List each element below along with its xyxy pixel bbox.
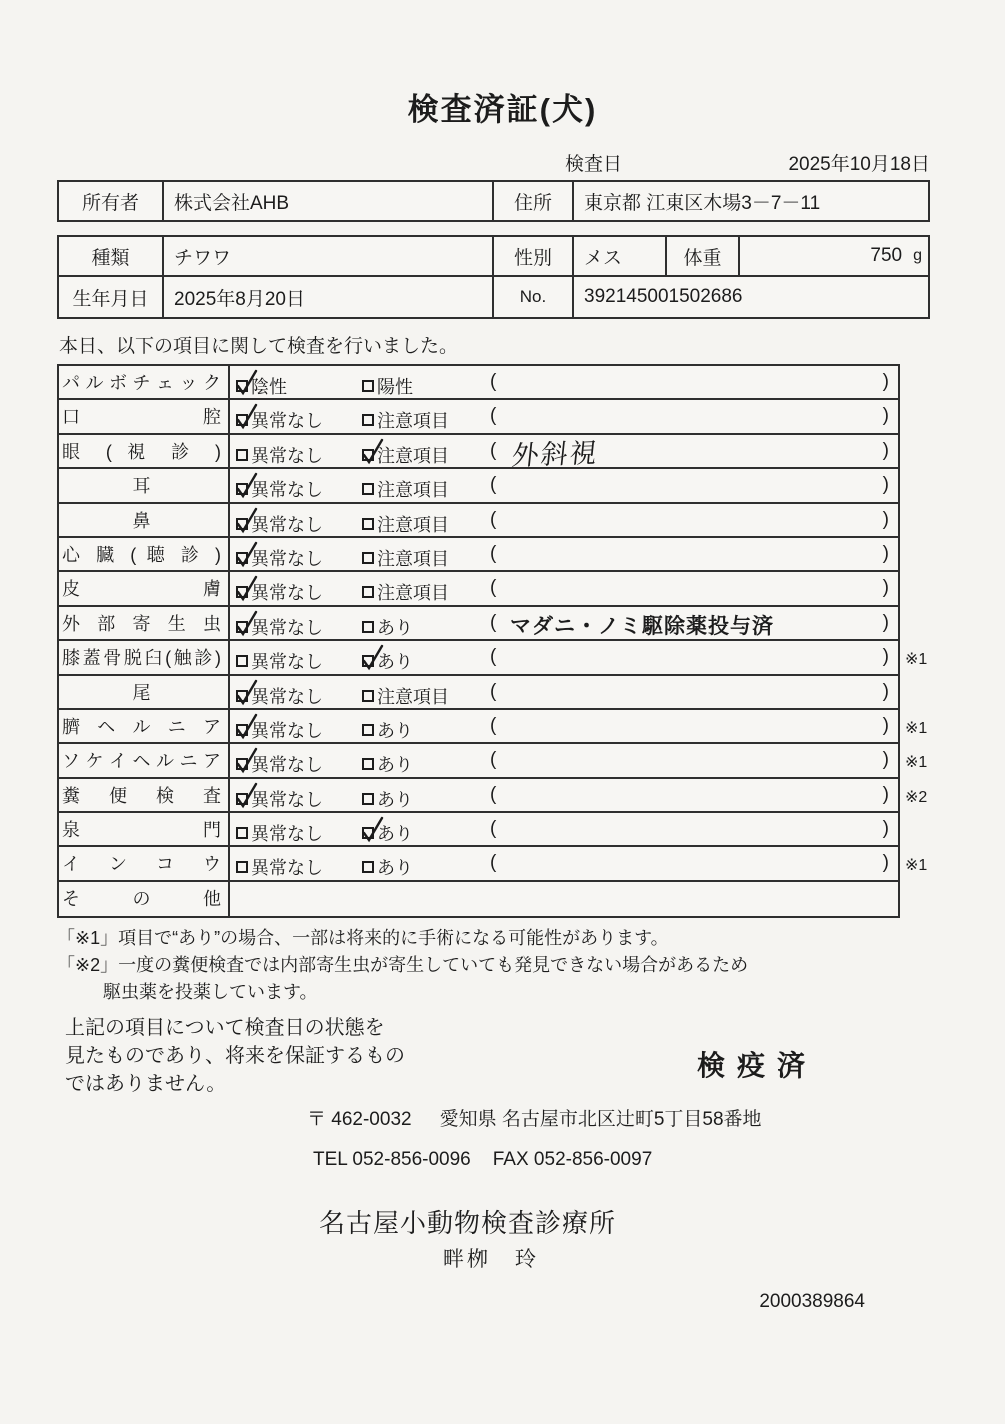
row-label: 心 臓 ( 聴 診 ) <box>59 538 230 570</box>
option-2 <box>362 476 449 502</box>
paren-open: ( <box>490 508 497 530</box>
row-label: 皮 膚 <box>59 572 230 604</box>
paren-close: ) <box>882 405 889 427</box>
sex-value: メス <box>574 237 667 275</box>
checkbox-checked <box>236 483 248 495</box>
paren-open: ( <box>490 852 497 874</box>
option-1 <box>236 648 323 674</box>
option-1-label: 陰性 <box>251 377 287 397</box>
option-2 <box>362 579 449 605</box>
option-2 <box>362 407 449 433</box>
option-1 <box>236 820 323 846</box>
pet-row-1 <box>59 237 928 277</box>
footnote-2: 「※2」一度の糞便検査では内部寄生虫が寄生していても発見できない場合があるため <box>57 955 749 976</box>
row-content <box>230 779 898 811</box>
checkbox-checked <box>236 793 248 805</box>
option-2 <box>362 751 413 777</box>
weight-number: 750 <box>870 245 903 266</box>
check-mark-icon <box>234 746 260 776</box>
row-note: ※1 <box>905 719 928 737</box>
checkbox-checked <box>362 655 374 667</box>
table-row <box>59 676 898 710</box>
disclaimer-line-3: ではありません。 <box>65 1073 227 1096</box>
row-content <box>230 538 898 570</box>
paren-open: ( <box>490 405 497 427</box>
checkbox-checked <box>362 827 374 839</box>
paren-open: ( <box>490 783 497 805</box>
row-note: ※1 <box>905 754 928 772</box>
birthdate-label: 生年月日 <box>59 277 164 317</box>
row-content <box>230 469 898 501</box>
row-content <box>230 400 898 432</box>
table-row <box>59 435 898 469</box>
weight-label: 体重 <box>667 237 740 275</box>
checkbox-checked <box>236 621 248 633</box>
paren-close: ) <box>882 646 889 668</box>
option-2-label: あり <box>377 789 413 810</box>
paren-open: ( <box>490 749 497 771</box>
table-row <box>59 779 928 813</box>
number-value: 392145001502686 <box>584 286 743 307</box>
paren-open: ( <box>490 542 497 564</box>
table-row <box>59 538 898 572</box>
option-2-label: あり <box>377 652 413 673</box>
option-1 <box>236 751 323 777</box>
option-1 <box>236 786 323 812</box>
table-row <box>59 744 928 778</box>
option-1-label: 異常なし <box>251 755 323 776</box>
footnote-2b: 駆虫薬を投薬しています。 <box>103 982 318 1003</box>
footnotes <box>57 925 930 1006</box>
paren-open: ( <box>490 474 497 496</box>
option-1 <box>236 854 323 880</box>
address-label: 住所 <box>494 182 574 220</box>
option-1 <box>236 614 323 640</box>
row-label: 外 部 寄 生 虫 <box>59 607 230 639</box>
option-2 <box>362 373 413 399</box>
row-note: ※1 <box>905 651 928 669</box>
postal-code: 〒 462-0032 <box>307 1109 412 1131</box>
row-label: 口 腔 <box>59 400 230 432</box>
option-1 <box>236 717 323 743</box>
option-1-label: 異常なし <box>251 480 323 501</box>
row-note: ※1 <box>905 857 928 875</box>
paren-close: ) <box>882 371 889 392</box>
row-content <box>230 435 898 471</box>
table-row <box>59 400 898 434</box>
option-2 <box>362 820 413 846</box>
option-1 <box>236 511 323 537</box>
row-label: そ の 他 <box>59 882 230 916</box>
check-mark-icon <box>234 540 260 570</box>
check-mark-icon <box>234 781 260 811</box>
inspection-table <box>57 364 928 918</box>
paren-open: ( <box>490 680 497 702</box>
row-label: 糞 便 検 査 <box>59 779 230 811</box>
row-content <box>230 882 898 916</box>
row-label: 鼻 <box>59 504 230 536</box>
examiner-name: 畔栁 玲 <box>443 1248 539 1272</box>
row-content <box>230 847 898 879</box>
check-mark-icon <box>360 643 386 673</box>
paren-close: ) <box>882 577 889 599</box>
checkbox-unchecked <box>362 621 374 633</box>
checkbox-unchecked <box>362 518 374 530</box>
owner-label: 所有者 <box>59 182 164 220</box>
phone-line <box>313 1149 930 1171</box>
option-1 <box>236 407 323 433</box>
sex-label: 性別 <box>494 237 574 275</box>
table-row <box>59 572 898 606</box>
footnote-1: 「※1」項目で“あり”の場合、一部は将来的に手術になる可能性があります。 <box>57 928 669 949</box>
check-mark-icon <box>234 402 260 432</box>
paren-close: ) <box>882 542 889 564</box>
checkbox-unchecked <box>236 449 248 461</box>
option-2 <box>362 683 449 709</box>
paren-close: ) <box>882 852 889 874</box>
inspection-date-label: 検査日 <box>565 154 623 175</box>
option-1-label: 異常なし <box>251 824 323 845</box>
paren-close: ) <box>882 680 889 702</box>
option-1-label: 異常なし <box>251 583 323 604</box>
page-title: 検査済証(犬) <box>407 92 598 127</box>
table-row <box>59 504 898 538</box>
checkbox-unchecked <box>236 827 248 839</box>
disclaimer-line-1: 上記の項目について検査日の状態を <box>65 1017 385 1040</box>
option-1-label: 異常なし <box>251 548 323 569</box>
table-row <box>59 607 898 641</box>
address-value: 東京都 江東区木場3－7－11 <box>584 192 821 214</box>
check-mark-icon <box>234 574 260 604</box>
checkbox-unchecked <box>236 861 248 873</box>
option-2-label: 注意項目 <box>377 514 449 535</box>
disclaimer-line-2: 見たものであり、将来を保証するもの <box>65 1045 405 1068</box>
option-1-label: 異常なし <box>251 858 323 879</box>
check-mark-icon <box>234 471 260 501</box>
row-label: 耳 <box>59 469 230 501</box>
serial-number: 2000389864 <box>759 1291 865 1313</box>
option-1 <box>236 683 323 709</box>
row-label: パ ル ボ チ ェ ッ ク <box>59 366 230 398</box>
checkbox-unchecked <box>362 552 374 564</box>
option-2-label: 注意項目 <box>377 445 449 466</box>
checkbox-unchecked <box>362 758 374 770</box>
checkbox-unchecked <box>362 414 374 426</box>
option-2-label: 注意項目 <box>377 548 449 569</box>
row-note: ※2 <box>905 788 928 806</box>
tel-number: TEL 052-856-0096 <box>313 1149 471 1171</box>
option-2-label: あり <box>377 617 413 638</box>
intro-text: 本日、以下の項目に関して検査を行いました。 <box>59 336 459 357</box>
table-row <box>59 710 928 744</box>
option-1-label: 異常なし <box>251 445 323 466</box>
option-2-label: あり <box>377 755 413 776</box>
option-1-label: 異常なし <box>251 617 323 638</box>
row-label: 尾 <box>59 676 230 708</box>
pet-row-2 <box>59 277 928 317</box>
weight-value <box>740 237 928 275</box>
footer <box>57 1014 930 1313</box>
option-1-label: 異常なし <box>251 686 323 707</box>
option-2 <box>362 786 413 812</box>
checkbox-checked <box>236 552 248 564</box>
table-row <box>59 882 898 916</box>
paren-open: ( <box>490 611 497 633</box>
option-2 <box>362 648 413 674</box>
table-row <box>59 847 928 881</box>
option-2-label: 陽性 <box>377 377 413 397</box>
owner-value: 株式会社AHB <box>164 182 494 220</box>
row-content <box>230 607 898 639</box>
row-content <box>230 366 898 398</box>
checkbox-unchecked <box>362 793 374 805</box>
inspection-date-row <box>57 149 930 175</box>
option-2 <box>362 614 413 640</box>
checkbox-checked <box>236 380 248 392</box>
checkbox-unchecked <box>362 586 374 598</box>
checkbox-checked <box>236 518 248 530</box>
paren-open: ( <box>490 371 497 392</box>
check-mark-icon <box>234 506 260 536</box>
number-label: No. <box>494 277 574 317</box>
checkbox-unchecked <box>362 861 374 873</box>
row-label: 膝蓋骨脱臼(触診) <box>59 641 230 673</box>
pet-table <box>57 235 930 319</box>
checkbox-unchecked <box>362 724 374 736</box>
paren-open: ( <box>490 439 497 461</box>
inspection-date-value: 2025年10月18日 <box>788 154 930 175</box>
option-2-label: 注意項目 <box>377 411 449 432</box>
option-1 <box>236 373 287 399</box>
option-2-label: 注意項目 <box>377 583 449 604</box>
option-1-label: 異常なし <box>251 789 323 810</box>
option-2-label: あり <box>377 858 413 879</box>
checkbox-unchecked <box>362 483 374 495</box>
option-2-label: あり <box>377 720 413 741</box>
row-label: 泉 門 <box>59 813 230 845</box>
checkbox-checked <box>236 586 248 598</box>
option-1-label: 異常なし <box>251 720 323 741</box>
row-content <box>230 572 898 604</box>
checkbox-unchecked <box>236 655 248 667</box>
check-mark-icon <box>360 437 386 467</box>
checkbox-unchecked <box>362 380 374 392</box>
option-2 <box>362 511 449 537</box>
option-2 <box>362 442 449 468</box>
check-mark-icon <box>234 712 260 742</box>
option-2 <box>362 717 413 743</box>
option-1 <box>236 442 323 468</box>
row-content <box>230 744 898 776</box>
paren-close: ) <box>882 611 889 633</box>
table-row <box>59 469 898 503</box>
option-1-label: 異常なし <box>251 411 323 432</box>
checkbox-checked <box>236 724 248 736</box>
table-row <box>59 641 928 675</box>
option-2-label: 注意項目 <box>377 686 449 707</box>
paren-open: ( <box>490 577 497 599</box>
paren-close: ) <box>882 714 889 736</box>
option-2 <box>362 854 413 880</box>
check-mark-icon <box>234 678 260 708</box>
table-row <box>59 366 898 400</box>
paren-open: ( <box>490 714 497 736</box>
row-content <box>230 504 898 536</box>
option-1 <box>236 545 323 571</box>
checkbox-unchecked <box>362 690 374 702</box>
option-1-label: 異常なし <box>251 514 323 535</box>
paren-open: ( <box>490 818 497 840</box>
check-mark-icon <box>360 815 386 845</box>
option-2-label: あり <box>377 824 413 845</box>
checkbox-checked <box>362 449 374 461</box>
clinic-name: 名古屋小動物検査診療所 <box>319 1208 617 1239</box>
row-paren-content: マダニ・ノミ駆除薬投与済 <box>510 614 774 638</box>
paren-close: ) <box>882 508 889 530</box>
checkbox-checked <box>236 690 248 702</box>
row-label: ソ ケ イ ヘ ル ニ ア <box>59 744 230 776</box>
row-paren-content: 外斜視 <box>510 437 601 471</box>
check-mark-icon <box>234 609 260 639</box>
paren-close: ) <box>882 818 889 840</box>
breed-label: 種類 <box>59 237 164 275</box>
breed-value: チワワ <box>164 237 494 275</box>
row-content <box>230 641 898 673</box>
row-label: 眼 ( 視 診 ) <box>59 435 230 467</box>
check-mark-icon <box>234 368 260 398</box>
row-label: イ ン コ ウ <box>59 847 230 879</box>
option-2-label: 注意項目 <box>377 480 449 501</box>
clinic-address: 愛知県 名古屋市北区辻町5丁目58番地 <box>439 1109 762 1131</box>
row-content <box>230 813 898 845</box>
quarantine-stamp: 検疫済 <box>697 1050 818 1082</box>
birthdate-value: 2025年8月20日 <box>164 277 494 317</box>
paren-close: ) <box>882 749 889 771</box>
owner-table <box>57 180 930 222</box>
option-1 <box>236 476 323 502</box>
clinic-address-line <box>307 1104 930 1131</box>
checkbox-checked <box>236 758 248 770</box>
row-label: 臍 ヘ ル ニ ア <box>59 710 230 742</box>
paren-close: ) <box>882 474 889 496</box>
weight-unit: g <box>913 247 922 264</box>
checkbox-checked <box>236 414 248 426</box>
option-1-label: 異常なし <box>251 652 323 673</box>
row-content <box>230 710 898 742</box>
paren-close: ) <box>882 783 889 805</box>
table-row <box>59 813 898 847</box>
option-2 <box>362 545 449 571</box>
paren-close: ) <box>882 439 889 461</box>
paren-open: ( <box>490 646 497 668</box>
row-content <box>230 676 898 708</box>
option-1 <box>236 579 323 605</box>
fax-number: FAX 052-856-0097 <box>492 1149 653 1171</box>
